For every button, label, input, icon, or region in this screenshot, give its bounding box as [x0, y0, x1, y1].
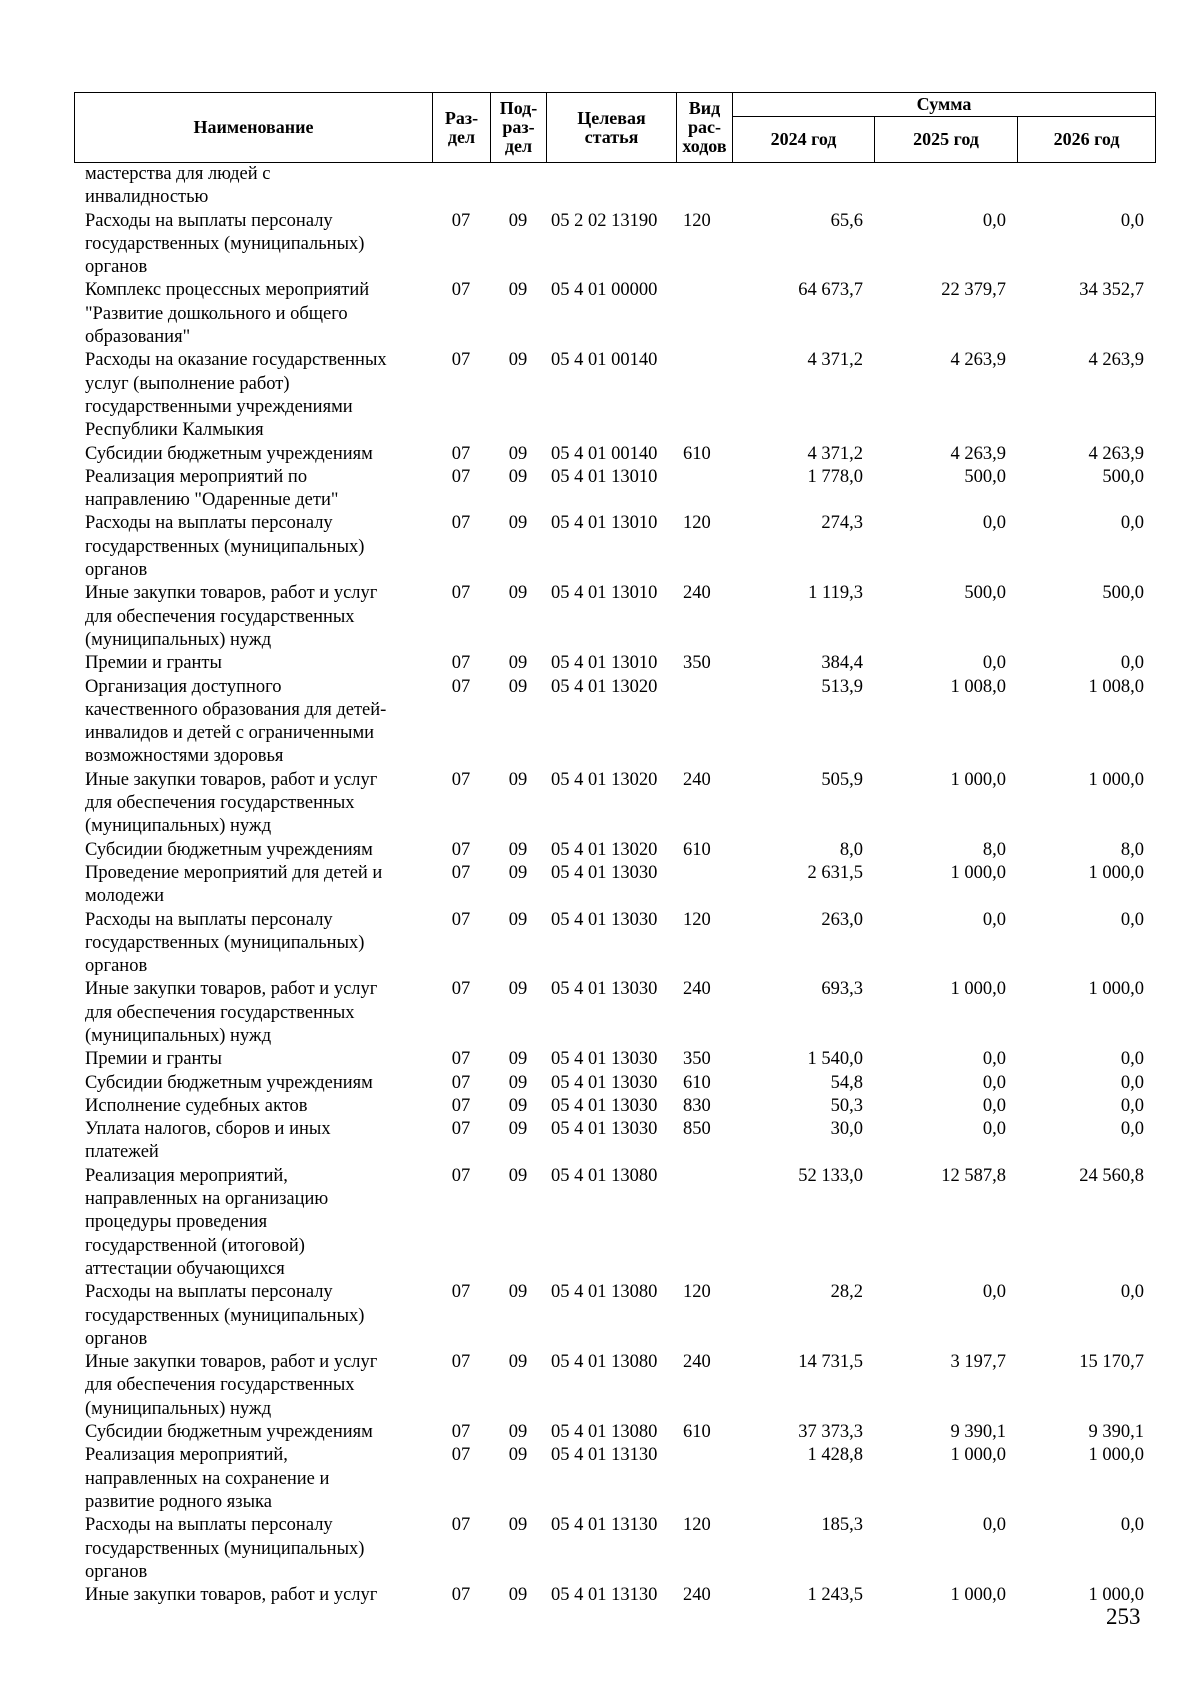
- row-razdel: 07: [451, 1049, 471, 1070]
- row-razdel: 07: [451, 443, 471, 464]
- row-sum-2025: 1 008,0: [950, 676, 1006, 697]
- row-razdel: 07: [451, 1352, 471, 1373]
- row-name: мастерства для людей с инвалидностью: [85, 164, 271, 208]
- row-sum-2026: 0,0: [1120, 1049, 1144, 1070]
- row-sum-2024: 513,9: [821, 676, 863, 697]
- row-celevaya-statya: 05 4 01 00140: [551, 443, 658, 464]
- row-sum-2026: 0,0: [1120, 909, 1144, 930]
- table-body: [74, 163, 1155, 1607]
- row-podrazdel: 09: [508, 979, 528, 1000]
- row-sum-2026: 1 000,0: [1088, 862, 1144, 883]
- row-sum-2024: 52 133,0: [798, 1165, 863, 1186]
- row-podrazdel: 09: [508, 443, 528, 464]
- row-sum-2024: 54,8: [830, 1072, 863, 1093]
- row-celevaya-statya: 05 4 01 13030: [551, 909, 658, 930]
- row-razdel: 07: [451, 1422, 471, 1443]
- row-sum-2024: [732, 163, 874, 210]
- table-row: [74, 1095, 1155, 1118]
- row-celevaya-statya: 05 4 01 13030: [551, 979, 658, 1000]
- row-razdel: 07: [451, 862, 471, 883]
- row-sum-2026: 500,0: [1102, 466, 1144, 487]
- table-header: [74, 92, 1156, 163]
- table-row: [74, 1165, 1155, 1281]
- row-celevaya-statya: 05 4 01 13030: [551, 1072, 658, 1093]
- row-sum-2025: 1 000,0: [950, 979, 1006, 1000]
- row-podrazdel: 09: [508, 1585, 528, 1606]
- header-razdel: Раз- дел: [433, 93, 491, 163]
- row-podrazdel: 09: [508, 839, 528, 860]
- row-vid-rashodov: 240: [683, 769, 711, 790]
- row-razdel: 07: [451, 466, 471, 487]
- table-row: [74, 862, 1155, 909]
- row-name: Комплекс процессных мероприятий "Развитие дошкольного и общего образования": [85, 280, 370, 348]
- row-sum-2024: 274,3: [821, 513, 863, 534]
- row-sum-2024: 693,3: [821, 979, 863, 1000]
- table-row: [74, 163, 1155, 210]
- row-vid-rashodov: [676, 163, 732, 210]
- row-podrazdel: 09: [508, 676, 528, 697]
- row-podrazdel: 09: [508, 280, 528, 301]
- row-vid-rashodov: 120: [683, 513, 711, 534]
- row-sum-2024: 65,6: [830, 210, 863, 231]
- row-sum-2025: 1 000,0: [950, 1445, 1006, 1466]
- row-razdel: 07: [451, 1282, 471, 1303]
- row-razdel: 07: [451, 676, 471, 697]
- row-sum-2024: 505,9: [821, 769, 863, 790]
- row-sum-2025: 500,0: [964, 466, 1006, 487]
- row-celevaya-statya: 05 4 01 13130: [551, 1445, 658, 1466]
- row-sum-2024: 4 371,2: [807, 443, 863, 464]
- page-number: 253: [1106, 1604, 1141, 1629]
- row-sum-2025: 22 379,7: [941, 280, 1006, 301]
- row-vid-rashodov: 240: [683, 583, 711, 604]
- row-sum-2025: 0,0: [982, 1049, 1006, 1070]
- row-name: Субсидии бюджетным учреждениям: [85, 443, 373, 464]
- row-sum-2026: 4 263,9: [1088, 350, 1144, 371]
- row-sum-2025: 12 587,8: [941, 1165, 1006, 1186]
- row-sum-2024: 14 731,5: [798, 1352, 863, 1373]
- row-sum-2024: 1 119,3: [808, 583, 863, 604]
- row-celevaya-statya: 05 4 01 13080: [551, 1165, 658, 1186]
- row-vid-rashodov: 350: [683, 653, 711, 674]
- row-sum-2026: 0,0: [1120, 513, 1144, 534]
- table-row: [74, 978, 1155, 1048]
- row-podrazdel: [490, 163, 546, 210]
- row-celevaya-statya: 05 4 01 13030: [551, 862, 658, 883]
- row-vid-rashodov: 610: [683, 443, 711, 464]
- row-name: Субсидии бюджетным учреждениям: [85, 839, 373, 860]
- header-year-2026: 2026 год: [1018, 117, 1156, 163]
- row-sum-2025: [874, 163, 1017, 210]
- row-vid-rashodov: [676, 349, 732, 442]
- row-sum-2025: 0,0: [982, 1095, 1006, 1116]
- row-vid-rashodov: [676, 466, 732, 513]
- row-sum-2025: 0,0: [982, 1282, 1006, 1303]
- row-sum-2026: 0,0: [1120, 1282, 1144, 1303]
- row-sum-2026: 0,0: [1120, 1072, 1144, 1093]
- row-podrazdel: 09: [508, 1445, 528, 1466]
- row-podrazdel: 09: [508, 909, 528, 930]
- row-name: Иные закупки товаров, работ и услуг для обеспечения государственных (муниципальных) нужд: [85, 979, 378, 1046]
- row-sum-2025: 9 390,1: [950, 1422, 1006, 1443]
- row-sum-2025: 0,0: [982, 1119, 1006, 1140]
- row-name: Расходы на выплаты персоналу государственных (муниципальных) органов: [85, 210, 365, 278]
- row-podrazdel: 09: [508, 466, 528, 487]
- row-razdel: 07: [451, 1165, 471, 1186]
- row-sum-2026: 0,0: [1120, 1095, 1144, 1116]
- row-vid-rashodov: [676, 676, 732, 769]
- row-vid-rashodov: 240: [683, 1585, 711, 1606]
- row-vid-rashodov: 610: [683, 1072, 711, 1093]
- row-sum-2025: 0,0: [982, 210, 1006, 231]
- row-vid-rashodov: 120: [683, 1515, 711, 1536]
- row-sum-2024: 1 540,0: [807, 1049, 863, 1070]
- row-sum-2024: 8,0: [839, 839, 863, 860]
- row-vid-rashodov: 120: [683, 1282, 711, 1303]
- table-row: [74, 652, 1155, 675]
- table-row: [74, 210, 1155, 280]
- row-razdel: 07: [451, 653, 471, 674]
- table-row: [74, 466, 1155, 513]
- row-sum-2026: 34 352,7: [1079, 280, 1144, 301]
- row-razdel: 07: [451, 1445, 471, 1466]
- row-sum-2025: 0,0: [982, 1515, 1006, 1536]
- row-sum-2024: 384,4: [821, 653, 863, 674]
- row-podrazdel: 09: [508, 862, 528, 883]
- row-celevaya-statya: 05 4 01 13030: [551, 1049, 658, 1070]
- row-name: Проведение мероприятий для детей и молодежи: [85, 862, 383, 907]
- table-row: [74, 1514, 1155, 1584]
- row-sum-2026: 1 000,0: [1088, 979, 1144, 1000]
- row-razdel: 07: [451, 909, 471, 930]
- table-row: [74, 1281, 1155, 1351]
- row-celevaya-statya: 05 4 01 00000: [551, 280, 658, 301]
- row-podrazdel: 09: [508, 350, 528, 371]
- header-year-2024: 2024 год: [733, 117, 875, 163]
- row-sum-2025: 0,0: [982, 909, 1006, 930]
- row-sum-2025: 3 197,7: [950, 1352, 1006, 1373]
- row-name: Исполнение судебных актов: [85, 1095, 308, 1116]
- row-celevaya-statya: 05 4 01 13020: [551, 839, 658, 860]
- row-name: Премии и гранты: [85, 653, 222, 674]
- row-razdel: 07: [451, 350, 471, 371]
- row-podrazdel: 09: [508, 653, 528, 674]
- row-name: Субсидии бюджетным учреждениям: [85, 1422, 373, 1443]
- row-sum-2025: 0,0: [982, 513, 1006, 534]
- row-razdel: 07: [451, 839, 471, 860]
- row-sum-2026: 1 000,0: [1088, 769, 1144, 790]
- row-celevaya-statya: 05 4 01 13080: [551, 1282, 658, 1303]
- row-sum-2024: 37 373,3: [798, 1422, 863, 1443]
- row-name: Расходы на выплаты персоналу государственных (муниципальных) органов: [85, 1282, 365, 1349]
- row-podrazdel: 09: [508, 1119, 528, 1140]
- row-sum-2025: 500,0: [964, 583, 1006, 604]
- row-name: Иные закупки товаров, работ и услуг для обеспечения государственных (муниципальных) нужд: [85, 769, 378, 837]
- row-podrazdel: 09: [508, 210, 528, 231]
- row-celevaya-statya: [546, 163, 676, 210]
- row-sum-2025: 1 000,0: [950, 862, 1006, 883]
- row-vid-rashodov: [676, 279, 732, 349]
- row-name: Иные закупки товаров, работ и услуг для обеспечения государственных (муниципальных) нужд: [85, 1352, 378, 1419]
- header-year-2025: 2025 год: [875, 117, 1018, 163]
- row-sum-2024: 50,3: [830, 1095, 863, 1116]
- row-sum-2026: 24 560,8: [1079, 1165, 1144, 1186]
- header-celevaya-statya: Целевая статья: [547, 93, 677, 163]
- row-sum-2026: 1 000,0: [1088, 1585, 1144, 1606]
- table-row: [74, 279, 1155, 349]
- row-vid-rashodov: 850: [683, 1119, 711, 1140]
- row-podrazdel: 09: [508, 769, 528, 790]
- row-celevaya-statya: 05 4 01 13010: [551, 583, 658, 604]
- row-name: Иные закупки товаров, работ и услуг для обеспечения государственных (муниципальных) нужд: [85, 583, 378, 650]
- row-sum-2024: 30,0: [830, 1119, 863, 1140]
- row-name: Расходы на выплаты персоналу государственных (муниципальных) органов: [85, 909, 365, 977]
- row-razdel: 07: [451, 583, 471, 604]
- table-row: [74, 1048, 1155, 1071]
- row-vid-rashodov: 240: [683, 979, 711, 1000]
- row-podrazdel: 09: [508, 1095, 528, 1116]
- row-celevaya-statya: 05 4 01 13030: [551, 1095, 658, 1116]
- row-podrazdel: 09: [508, 1282, 528, 1303]
- row-celevaya-statya: 05 4 01 13010: [551, 466, 658, 487]
- row-podrazdel: 09: [508, 1352, 528, 1373]
- row-razdel: 07: [451, 1119, 471, 1140]
- row-name: Расходы на оказание государственных услуг (выполнение работ) государственными учреждениями Республики Калмыкия: [85, 350, 387, 441]
- row-podrazdel: 09: [508, 583, 528, 604]
- row-sum-2024: 4 371,2: [807, 350, 863, 371]
- table-row: [74, 839, 1155, 862]
- row-sum-2025: 0,0: [982, 653, 1006, 674]
- row-name: Уплата налогов, сборов и иных платежей: [85, 1119, 331, 1163]
- row-sum-2026: 9 390,1: [1088, 1422, 1144, 1443]
- table-row: [74, 769, 1155, 839]
- table-row: [74, 349, 1155, 442]
- row-name: Организация доступного качественного образования для детей- инвалидов и детей с ограниченными возможностями здоровья: [85, 676, 387, 767]
- row-sum-2026: 500,0: [1102, 583, 1144, 604]
- row-sum-2025: 4 263,9: [950, 350, 1006, 371]
- table-row: [74, 909, 1155, 979]
- row-vid-rashodov: 240: [683, 1352, 711, 1373]
- table-row: [74, 676, 1155, 769]
- row-celevaya-statya: 05 4 01 13080: [551, 1352, 658, 1373]
- row-sum-2026: 1 008,0: [1088, 676, 1144, 697]
- row-razdel: 07: [451, 1095, 471, 1116]
- row-razdel: 07: [451, 1072, 471, 1093]
- row-celevaya-statya: 05 4 01 13020: [551, 676, 658, 697]
- row-razdel: 07: [451, 210, 471, 231]
- row-sum-2026: 0,0: [1120, 653, 1144, 674]
- row-vid-rashodov: 610: [683, 1422, 711, 1443]
- row-sum-2024: 1 243,5: [807, 1585, 863, 1606]
- row-name: Субсидии бюджетным учреждениям: [85, 1072, 373, 1093]
- row-sum-2026: 0,0: [1120, 1119, 1144, 1140]
- budget-table: [74, 92, 1155, 1607]
- row-podrazdel: 09: [508, 1165, 528, 1186]
- row-sum-2025: 1 000,0: [950, 1585, 1006, 1606]
- table-row: [74, 1444, 1155, 1514]
- row-name: Премии и гранты: [85, 1049, 222, 1070]
- row-sum-2026: 0,0: [1120, 210, 1144, 231]
- row-celevaya-statya: 05 4 01 13030: [551, 1119, 658, 1140]
- header-podrazdel: Под- раз- дел: [491, 93, 547, 163]
- row-sum-2026: 1 000,0: [1088, 1445, 1144, 1466]
- row-razdel: 07: [451, 280, 471, 301]
- row-vid-rashodov: 120: [683, 909, 711, 930]
- row-celevaya-statya: 05 4 01 00140: [551, 350, 658, 371]
- row-name: Реализация мероприятий, направленных на организацию процедуры проведения государственной (итоговой) аттестации обучающихся: [85, 1165, 329, 1279]
- row-name: Реализация мероприятий по направлению "Одаренные дети": [85, 466, 339, 511]
- table-row: [74, 1351, 1155, 1421]
- row-sum-2025: 0,0: [982, 1072, 1006, 1093]
- table-row: [74, 1421, 1155, 1444]
- table-row: [74, 512, 1155, 582]
- row-razdel: 07: [451, 513, 471, 534]
- row-celevaya-statya: 05 4 01 13010: [551, 513, 658, 534]
- row-vid-rashodov: [676, 1165, 732, 1281]
- row-sum-2025: 4 263,9: [950, 443, 1006, 464]
- row-celevaya-statya: 05 4 01 13130: [551, 1515, 658, 1536]
- row-sum-2026: 0,0: [1120, 1515, 1144, 1536]
- row-podrazdel: 09: [508, 1422, 528, 1443]
- row-sum-2024: 28,2: [830, 1282, 863, 1303]
- row-podrazdel: 09: [508, 1049, 528, 1070]
- row-razdel: 07: [451, 769, 471, 790]
- row-name: Реализация мероприятий, направленных на сохранение и развитие родного языка: [85, 1445, 330, 1512]
- row-celevaya-statya: 05 4 01 13010: [551, 653, 658, 674]
- row-podrazdel: 09: [508, 1072, 528, 1093]
- row-sum-2024: 263,0: [821, 909, 863, 930]
- header-vid-rashodov: Вид рас- ходов: [677, 93, 733, 163]
- row-vid-rashodov: 350: [683, 1049, 711, 1070]
- row-name: Иные закупки товаров, работ и услуг: [85, 1585, 378, 1606]
- row-podrazdel: 09: [508, 513, 528, 534]
- row-sum-2024: 185,3: [821, 1515, 863, 1536]
- table-row: [74, 1584, 1155, 1607]
- row-sum-2025: 1 000,0: [950, 769, 1006, 790]
- row-vid-rashodov: 120: [683, 210, 711, 231]
- row-sum-2024: 1 778,0: [807, 466, 863, 487]
- row-sum-2026: [1017, 163, 1155, 210]
- row-celevaya-statya: 05 4 01 13130: [551, 1585, 658, 1606]
- row-sum-2024: 1 428,8: [807, 1445, 863, 1466]
- row-name: Расходы на выплаты персоналу государственных (муниципальных) органов: [85, 1515, 365, 1582]
- table-row: [74, 582, 1155, 652]
- table-row: [74, 1118, 1155, 1165]
- row-vid-rashodov: 830: [683, 1095, 711, 1116]
- row-podrazdel: 09: [508, 1515, 528, 1536]
- row-name: Расходы на выплаты персоналу государственных (муниципальных) органов: [85, 513, 365, 581]
- header-name: Наименование: [75, 93, 433, 163]
- table-row: [74, 1072, 1155, 1095]
- row-celevaya-statya: 05 2 02 13190: [551, 210, 658, 231]
- row-celevaya-statya: 05 4 01 13020: [551, 769, 658, 790]
- header-summa: Сумма: [733, 93, 1156, 117]
- row-celevaya-statya: 05 4 01 13080: [551, 1422, 658, 1443]
- row-sum-2026: 15 170,7: [1079, 1352, 1144, 1373]
- row-razdel: 07: [451, 979, 471, 1000]
- row-vid-rashodov: 610: [683, 839, 711, 860]
- row-razdel: 07: [451, 1585, 471, 1606]
- row-sum-2024: 2 631,5: [807, 862, 863, 883]
- row-sum-2026: 4 263,9: [1088, 443, 1144, 464]
- row-razdel: 07: [451, 1515, 471, 1536]
- row-razdel: [432, 163, 490, 210]
- table-row: [74, 443, 1155, 466]
- row-vid-rashodov: [676, 862, 732, 909]
- row-sum-2026: 8,0: [1120, 839, 1144, 860]
- row-sum-2025: 8,0: [982, 839, 1006, 860]
- row-vid-rashodov: [676, 1444, 732, 1514]
- row-sum-2024: 64 673,7: [798, 280, 863, 301]
